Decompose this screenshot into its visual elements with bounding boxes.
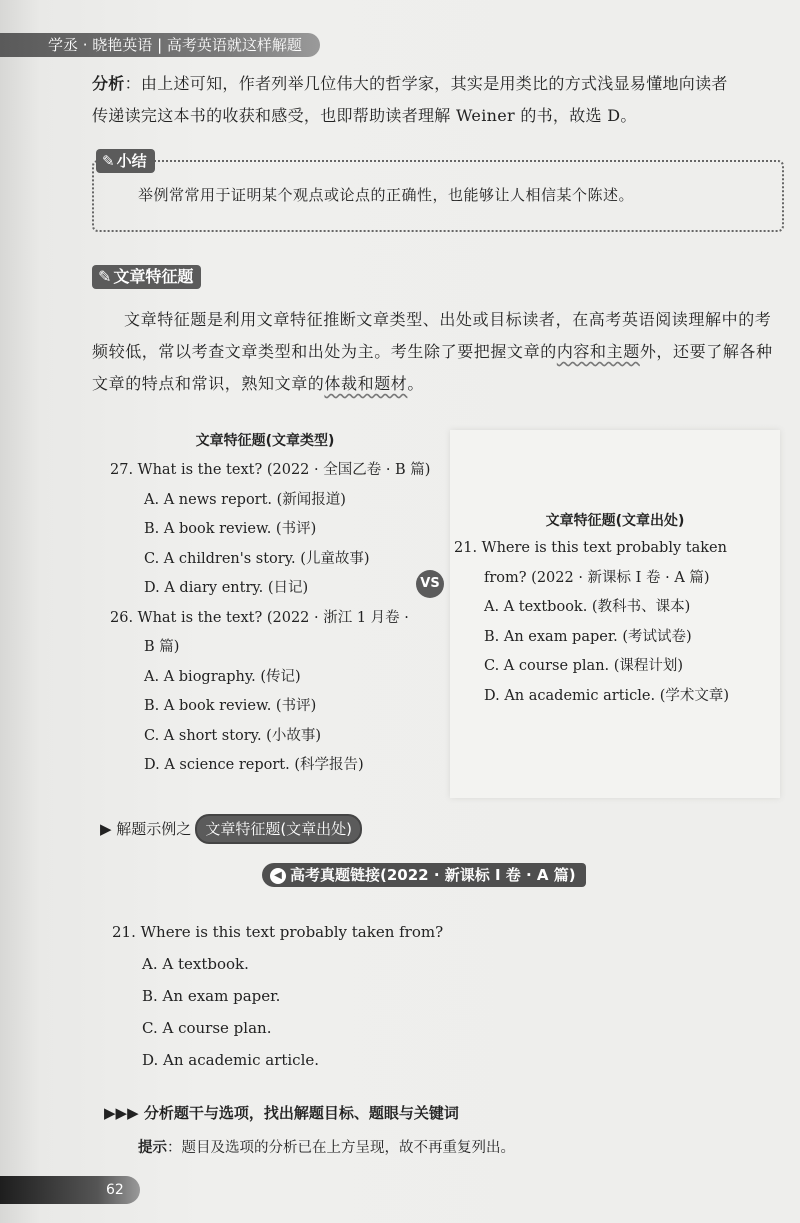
running-header: 学丞 · 晓艳英语 | 高考英语就这样解题 xyxy=(0,33,320,57)
analysis-label: 分析 xyxy=(92,74,125,93)
real-question xyxy=(112,916,443,1076)
example-pill: 文章特征题(文章出处) xyxy=(195,814,362,844)
pencil-icon: ✎ xyxy=(102,152,115,170)
vs-badge: VS xyxy=(416,570,444,598)
option: D. An academic article. (学术文章) xyxy=(484,687,730,704)
section-tag-label: 文章特征题 xyxy=(113,267,194,286)
option: A. A textbook. xyxy=(142,955,249,973)
intro-line2-c: 外，还要了解各种 xyxy=(639,342,773,361)
real-question-stem: 21. Where is this text probably taken from? xyxy=(112,923,444,941)
option: B. A book review. (书评) xyxy=(144,698,317,714)
intro-emphasis-content: 内容和主题 xyxy=(556,342,640,361)
analysis-paragraph xyxy=(92,68,782,132)
pencil-icon: ✎ xyxy=(98,267,112,286)
option: B. An exam paper. xyxy=(142,987,281,1005)
option: C. A short story. (小故事) xyxy=(144,727,321,744)
page-number: 62 xyxy=(106,1182,124,1198)
triple-arrow-icon: ▶▶▶ xyxy=(104,1104,139,1122)
compare-left-q1: 27. What is the text? (2022 · 全国乙卷 · B 篇) xyxy=(110,462,431,478)
compare-right-q-line2: from? (2022 · 新课标 Ⅰ 卷 · A 篇) xyxy=(484,569,710,586)
summary-text: 举例常常用于证明某个观点或论点的正确性，也能够让人相信某个陈述。 xyxy=(138,186,635,204)
exam-link-text: 高考真题链接(2022 · 新课标 Ⅰ 卷 · A 篇) xyxy=(290,866,576,884)
option: D. An academic article. xyxy=(142,1051,320,1069)
arrow-left-icon: ◀ xyxy=(270,868,286,884)
compare-right-panel xyxy=(450,430,780,798)
summary-tag-label: 小结 xyxy=(116,152,147,170)
option: B. A book review. (书评) xyxy=(144,521,317,537)
steps-heading xyxy=(104,1102,459,1123)
compare-right-q-line1: 21. Where is this text probably taken xyxy=(454,540,727,556)
option: C. A children's story. (儿童故事) xyxy=(144,550,370,567)
example-prefix: ▶ 解题示例之 xyxy=(100,820,192,838)
analysis-line1: ：由上述可知，作者列举几位伟大的哲学家，其实是用类比的方式浅显易懂地向读者 xyxy=(124,74,728,93)
compare-right-title: 文章特征题(文章出处) xyxy=(545,513,685,529)
compare-left-q2-line1: 26. What is the text? (2022 · 浙江 1 月卷 · xyxy=(110,609,409,626)
hint-text: ：题目及选项的分析已在上方呈现，故不再重复列出。 xyxy=(167,1140,515,1156)
intro-line2-a: 频较低，常以考查文章类型和出处为主。考生除了要把握文章的 xyxy=(92,342,557,361)
hint-line xyxy=(138,1136,515,1157)
option: D. A science report. (科学报告) xyxy=(144,757,364,773)
option: C. A course plan. xyxy=(142,1019,272,1037)
intro-line3-c: 。 xyxy=(407,374,425,393)
intro-paragraph xyxy=(92,304,782,400)
intro-line3-a: 文章的特点和常识，熟知文章的 xyxy=(92,374,325,393)
compare-left-q2-line2: B 篇) xyxy=(144,639,180,655)
option: A. A news report. (新闻报道) xyxy=(144,491,346,508)
option: A. A biography. (传记) xyxy=(144,668,301,685)
option: A. A textbook. (教科书、课本) xyxy=(484,599,691,615)
compare-left-title: 文章特征题(文章类型) xyxy=(195,433,335,449)
intro-line3 xyxy=(92,368,782,400)
example-heading xyxy=(100,814,362,844)
option: B. An exam paper. (考试试卷) xyxy=(484,628,692,645)
exam-link-bar xyxy=(262,863,586,887)
intro-line2 xyxy=(92,336,782,368)
option: D. A diary entry. (日记) xyxy=(144,580,309,596)
steps-text: 分析题干与选项，找出解题目标、题眼与关键词 xyxy=(143,1104,459,1122)
intro-emphasis-genre: 体裁和题材 xyxy=(324,374,408,393)
analysis-line2: 传递读完这本书的收获和感受，也即帮助读者理解 Weiner 的书，故选 D。 xyxy=(92,106,637,125)
summary-tag xyxy=(96,149,155,173)
option: C. A course plan. (课程计划) xyxy=(484,658,684,674)
hint-label: 提示 xyxy=(138,1140,167,1156)
intro-line1: 文章特征题是利用文章特征推断文章类型、出处或目标读者，在高考英语阅读理解中的考 xyxy=(124,310,772,329)
section-tag xyxy=(92,265,201,289)
